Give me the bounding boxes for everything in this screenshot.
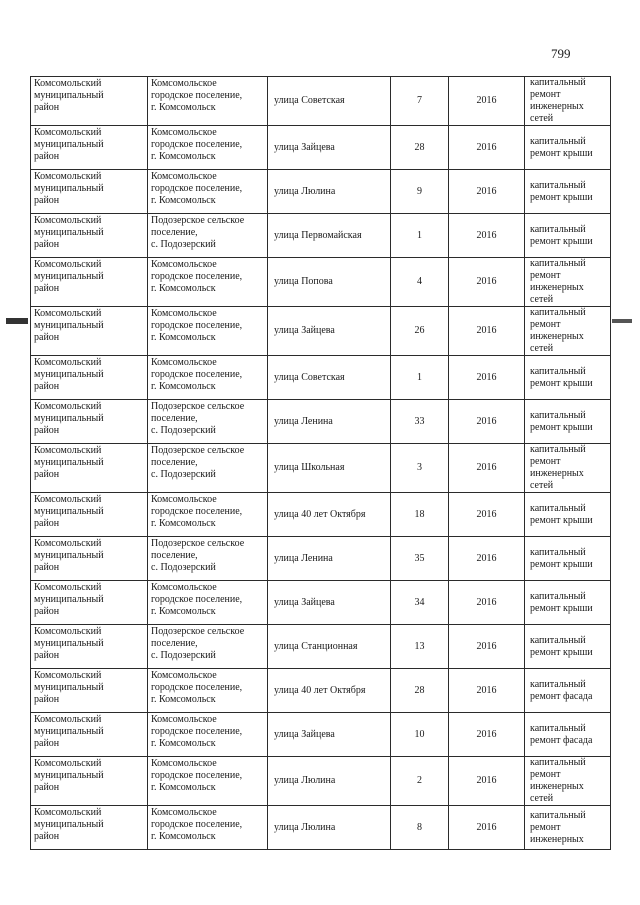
cell-district: [31, 356, 148, 400]
scan-artifact-right: [612, 319, 632, 323]
settlement-text: Комсомольское городское поселение, г. Комсомольск: [151, 171, 243, 206]
district-text: Комсомольский муниципальный район: [34, 357, 104, 392]
cell-work: [525, 625, 611, 669]
cell-street: [268, 669, 391, 713]
repair-registry-table: [30, 76, 611, 850]
settlement-text: Подозерское сельское поселение, с. Подозерский: [151, 215, 245, 250]
street-text: улица Люлина: [274, 185, 336, 197]
district-text: Комсомольский муниципальный район: [34, 215, 104, 250]
house-text: 3: [417, 462, 422, 473]
cell-house: [391, 806, 449, 850]
cell-district: [31, 170, 148, 214]
table-row: [31, 669, 611, 713]
cell-district: [31, 493, 148, 537]
cell-district: [31, 581, 148, 625]
house-text: 10: [414, 728, 425, 740]
house-text: 7: [417, 95, 422, 106]
cell-settlement: [148, 170, 268, 214]
street-text: улица Школьная: [274, 462, 345, 473]
cell-year: [449, 669, 525, 713]
cell-district: [31, 713, 148, 757]
house-text: 26: [414, 325, 425, 336]
cell-work: [525, 214, 611, 258]
year-text: 2016: [476, 462, 497, 473]
cell-work: [525, 307, 611, 356]
cell-district: [31, 625, 148, 669]
table-row: [31, 214, 611, 258]
street-text: улица Зайцева: [274, 596, 335, 608]
house-text: 8: [417, 821, 422, 833]
cell-year: [449, 757, 525, 806]
cell-district: [31, 806, 148, 850]
settlement-text: Комсомольское городское поселение, г. Комсомольск: [151, 807, 243, 842]
settlement-text: Подозерское сельское поселение, с. Подозерский: [151, 445, 245, 480]
cell-work: [525, 444, 611, 493]
work-text: капитальный ремонт крыши: [530, 365, 593, 389]
work-text: капитальный ремонт инженерных сетей: [530, 444, 586, 491]
cell-district: [31, 258, 148, 307]
settlement-text: Комсомольское городское поселение, г. Комсомольск: [151, 494, 243, 529]
work-text: капитальный ремонт крыши: [530, 546, 593, 570]
district-text: Комсомольский муниципальный район: [34, 670, 104, 705]
street-text: улица Станционная: [274, 640, 358, 652]
cell-house: [391, 757, 449, 806]
work-text: капитальный ремонт инженерных сетей: [530, 258, 586, 305]
cell-settlement: [148, 444, 268, 493]
district-text: Комсомольский муниципальный район: [34, 538, 104, 573]
year-text: 2016: [476, 508, 497, 520]
cell-district: [31, 669, 148, 713]
table-row: [31, 258, 611, 307]
cell-house: [391, 258, 449, 307]
cell-street: [268, 444, 391, 493]
cell-district: [31, 214, 148, 258]
cell-work: [525, 757, 611, 806]
cell-house: [391, 214, 449, 258]
table-row: [31, 307, 611, 356]
cell-year: [449, 400, 525, 444]
cell-district: [31, 757, 148, 806]
street-text: улица Ленина: [274, 415, 333, 427]
year-text: 2016: [476, 775, 497, 786]
cell-settlement: [148, 537, 268, 581]
cell-settlement: [148, 493, 268, 537]
cell-work: [525, 400, 611, 444]
table-row: [31, 444, 611, 493]
cell-house: [391, 170, 449, 214]
district-text: Комсомольский муниципальный район: [34, 259, 104, 294]
district-text: Комсомольский муниципальный район: [34, 807, 104, 842]
cell-year: [449, 258, 525, 307]
cell-house: [391, 581, 449, 625]
cell-street: [268, 625, 391, 669]
work-text: капитальный ремонт крыши: [530, 502, 593, 526]
cell-street: [268, 581, 391, 625]
house-text: 33: [414, 415, 425, 427]
settlement-text: Подозерское сельское поселение, с. Подозерский: [151, 626, 245, 661]
cell-street: [268, 806, 391, 850]
cell-district: [31, 444, 148, 493]
cell-house: [391, 400, 449, 444]
cell-settlement: [148, 77, 268, 126]
cell-work: [525, 537, 611, 581]
year-text: 2016: [476, 728, 497, 740]
street-text: улица Люлина: [274, 821, 336, 833]
year-text: 2016: [476, 185, 497, 197]
cell-settlement: [148, 126, 268, 170]
district-text: Комсомольский муниципальный район: [34, 582, 104, 617]
table-row: [31, 77, 611, 126]
table-row: [31, 581, 611, 625]
year-text: 2016: [476, 552, 497, 564]
cell-work: [525, 493, 611, 537]
cell-house: [391, 537, 449, 581]
cell-year: [449, 444, 525, 493]
cell-house: [391, 307, 449, 356]
year-text: 2016: [476, 95, 497, 106]
year-text: 2016: [476, 821, 497, 833]
cell-house: [391, 493, 449, 537]
street-text: улица Люлина: [274, 775, 336, 786]
work-text: капитальный ремонт крыши: [530, 590, 593, 614]
table-row: [31, 625, 611, 669]
cell-work: [525, 356, 611, 400]
work-text: капитальный ремонт инженерных: [530, 809, 586, 845]
house-text: 1: [417, 229, 422, 241]
table-row: [31, 356, 611, 400]
table-row: [31, 400, 611, 444]
page-number: 799: [551, 46, 571, 61]
cell-year: [449, 806, 525, 850]
table-row: [31, 126, 611, 170]
settlement-text: Комсомольское городское поселение, г. Комсомольск: [151, 714, 243, 749]
work-text: капитальный ремонт инженерных сетей: [530, 307, 586, 354]
table-row: [31, 806, 611, 850]
cell-district: [31, 537, 148, 581]
cell-year: [449, 493, 525, 537]
cell-year: [449, 581, 525, 625]
year-text: 2016: [476, 229, 497, 241]
cell-work: [525, 669, 611, 713]
settlement-text: Подозерское сельское поселение, с. Подозерский: [151, 401, 245, 436]
district-text: Комсомольский муниципальный район: [34, 171, 104, 206]
cell-work: [525, 581, 611, 625]
cell-year: [449, 356, 525, 400]
house-text: 34: [414, 596, 425, 608]
table-body: [31, 77, 611, 850]
district-text: Комсомольский муниципальный район: [34, 494, 104, 529]
year-text: 2016: [476, 640, 497, 652]
cell-house: [391, 126, 449, 170]
work-text: капитальный ремонт крыши: [530, 223, 593, 247]
year-text: 2016: [476, 371, 497, 383]
scan-artifact-left: [6, 318, 28, 324]
cell-settlement: [148, 307, 268, 356]
cell-street: [268, 258, 391, 307]
cell-house: [391, 444, 449, 493]
table-row: [31, 537, 611, 581]
work-text: капитальный ремонт крыши: [530, 179, 593, 203]
work-text: капитальный ремонт инженерных сетей: [530, 77, 586, 124]
settlement-text: Комсомольское городское поселение, г. Комсомольск: [151, 259, 243, 294]
house-text: 1: [417, 371, 422, 383]
year-text: 2016: [476, 415, 497, 427]
cell-settlement: [148, 400, 268, 444]
year-text: 2016: [476, 596, 497, 608]
street-text: улица 40 лет Октября: [274, 508, 366, 520]
house-text: 4: [417, 276, 422, 287]
street-text: улица Ленина: [274, 552, 333, 564]
house-text: 18: [414, 508, 425, 520]
street-text: улица Попова: [274, 276, 333, 287]
settlement-text: Комсомольское городское поселение, г. Комсомольск: [151, 78, 243, 113]
cell-street: [268, 307, 391, 356]
house-text: 35: [414, 552, 425, 564]
street-text: улица Первомайская: [274, 229, 362, 241]
cell-settlement: [148, 669, 268, 713]
cell-work: [525, 77, 611, 126]
cell-year: [449, 77, 525, 126]
cell-work: [525, 258, 611, 307]
settlement-text: Подозерское сельское поселение, с. Подозерский: [151, 538, 245, 573]
house-text: 2: [417, 775, 422, 786]
settlement-text: Комсомольское городское поселение, г. Комсомольск: [151, 582, 243, 617]
street-text: улица Зайцева: [274, 141, 335, 153]
cell-year: [449, 625, 525, 669]
house-text: 28: [414, 684, 425, 696]
district-text: Комсомольский муниципальный район: [34, 714, 104, 749]
cell-house: [391, 77, 449, 126]
cell-district: [31, 307, 148, 356]
cell-street: [268, 126, 391, 170]
street-text: улица Зайцева: [274, 325, 335, 336]
cell-settlement: [148, 214, 268, 258]
work-text: капитальный ремонт крыши: [530, 135, 593, 159]
cell-house: [391, 356, 449, 400]
district-text: Комсомольский муниципальный район: [34, 127, 104, 162]
cell-district: [31, 77, 148, 126]
cell-work: [525, 713, 611, 757]
cell-settlement: [148, 258, 268, 307]
cell-street: [268, 400, 391, 444]
cell-year: [449, 170, 525, 214]
cell-street: [268, 170, 391, 214]
cell-year: [449, 307, 525, 356]
street-text: улица 40 лет Октября: [274, 684, 366, 696]
street-text: улица Советская: [274, 371, 345, 383]
cell-street: [268, 356, 391, 400]
cell-house: [391, 669, 449, 713]
cell-settlement: [148, 806, 268, 850]
cell-street: [268, 77, 391, 126]
year-text: 2016: [476, 325, 497, 336]
work-text: капитальный ремонт фасада: [530, 722, 593, 746]
work-text: капитальный ремонт крыши: [530, 634, 593, 658]
house-text: 13: [414, 640, 425, 652]
work-text: капитальный ремонт инженерных сетей: [530, 757, 586, 804]
cell-settlement: [148, 713, 268, 757]
cell-district: [31, 400, 148, 444]
cell-settlement: [148, 757, 268, 806]
cell-year: [449, 537, 525, 581]
cell-house: [391, 625, 449, 669]
work-text: капитальный ремонт крыши: [530, 409, 593, 433]
district-text: Комсомольский муниципальный район: [34, 626, 104, 661]
cell-year: [449, 713, 525, 757]
district-text: Комсомольский муниципальный район: [34, 401, 104, 436]
house-text: 9: [417, 185, 422, 197]
cell-street: [268, 757, 391, 806]
year-text: 2016: [476, 684, 497, 696]
district-text: Комсомольский муниципальный район: [34, 758, 104, 793]
cell-street: [268, 713, 391, 757]
year-text: 2016: [476, 276, 497, 287]
street-text: улица Зайцева: [274, 728, 335, 740]
district-text: Комсомольский муниципальный район: [34, 308, 104, 343]
table-row: [31, 170, 611, 214]
cell-street: [268, 537, 391, 581]
settlement-text: Комсомольское городское поселение, г. Комсомольск: [151, 127, 243, 162]
cell-work: [525, 126, 611, 170]
cell-street: [268, 214, 391, 258]
cell-year: [449, 126, 525, 170]
cell-work: [525, 170, 611, 214]
cell-work: [525, 806, 611, 850]
settlement-text: Комсомольское городское поселение, г. Комсомольск: [151, 758, 243, 793]
cell-year: [449, 214, 525, 258]
district-text: Комсомольский муниципальный район: [34, 78, 104, 113]
district-text: Комсомольский муниципальный район: [34, 445, 104, 480]
table-row: [31, 713, 611, 757]
house-text: 28: [414, 141, 425, 153]
year-text: 2016: [476, 141, 497, 153]
cell-street: [268, 493, 391, 537]
table-row: [31, 757, 611, 806]
cell-district: [31, 126, 148, 170]
cell-settlement: [148, 356, 268, 400]
street-text: улица Советская: [274, 95, 345, 106]
cell-settlement: [148, 581, 268, 625]
work-text: капитальный ремонт фасада: [530, 678, 593, 702]
settlement-text: Комсомольское городское поселение, г. Комсомольск: [151, 308, 243, 343]
table-row: [31, 493, 611, 537]
cell-settlement: [148, 625, 268, 669]
cell-house: [391, 713, 449, 757]
settlement-text: Комсомольское городское поселение, г. Комсомольск: [151, 670, 243, 705]
settlement-text: Комсомольское городское поселение, г. Комсомольск: [151, 357, 243, 392]
